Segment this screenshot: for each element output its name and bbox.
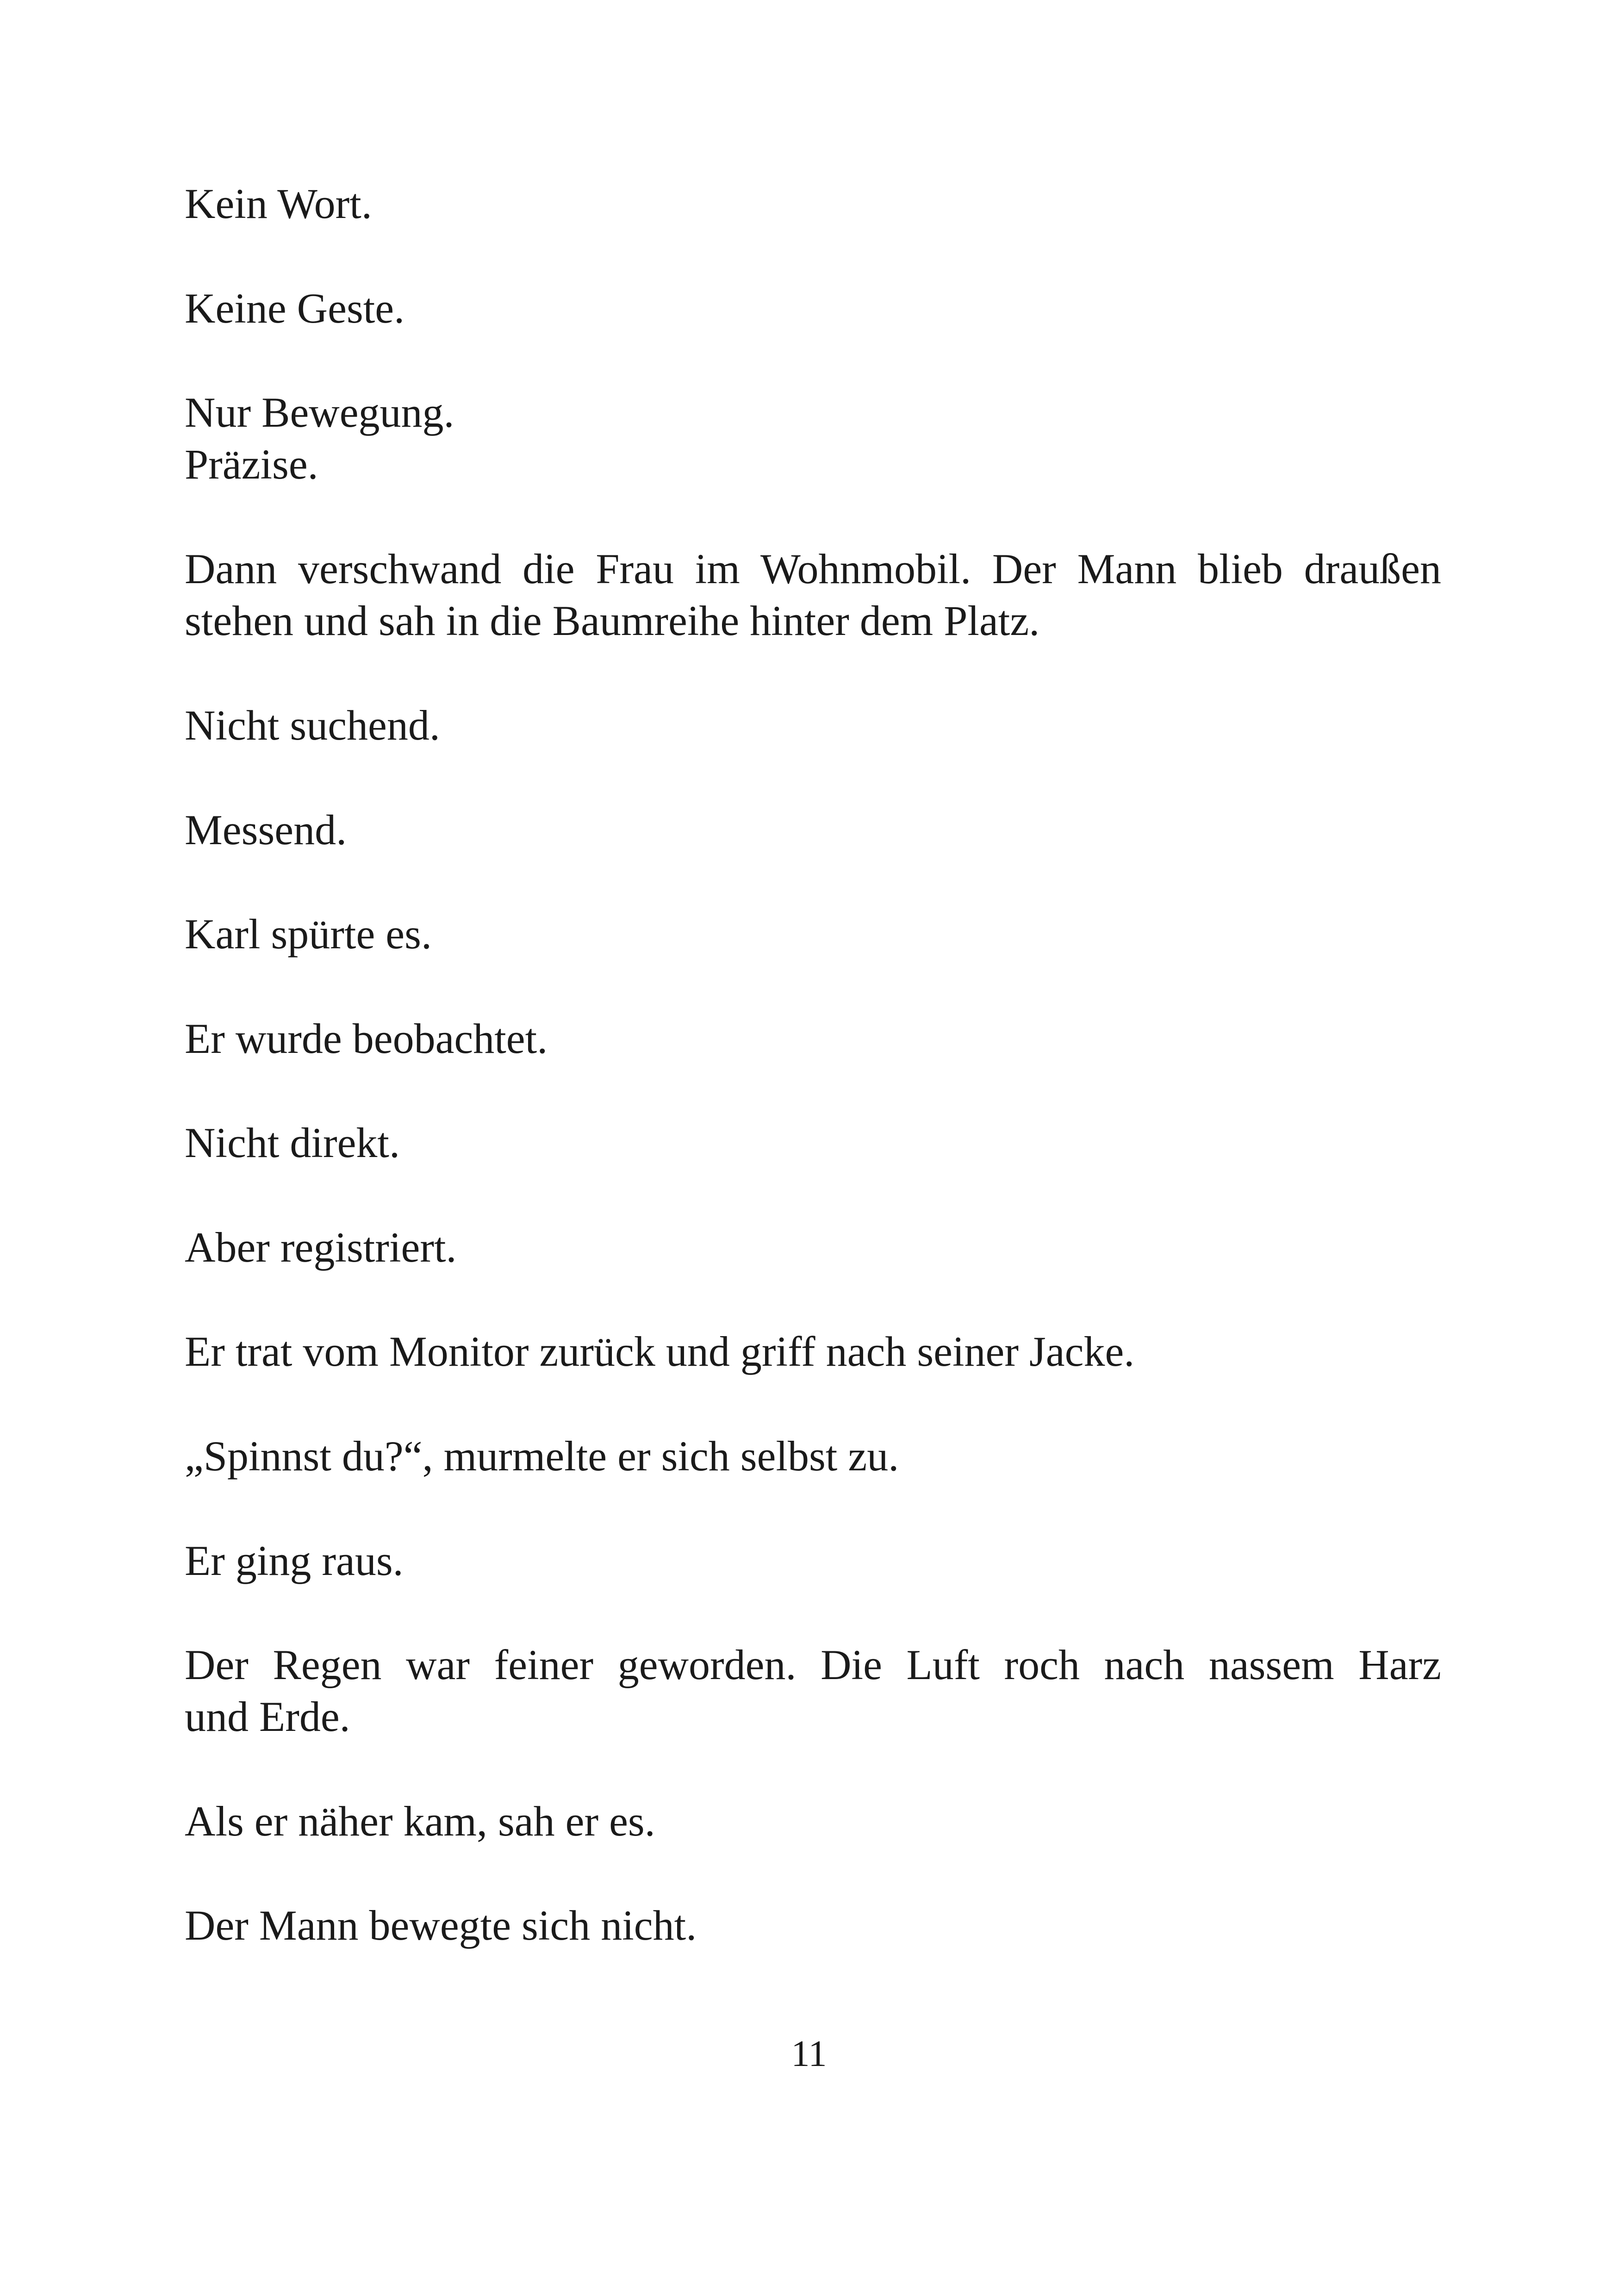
paragraph-line: Der Mann bewegte sich nicht. — [185, 1902, 697, 1949]
paragraph-line: Nicht suchend. — [185, 702, 440, 749]
paragraph-line: und Erde. — [185, 1693, 350, 1740]
paragraph-line: Nicht direkt. — [185, 1119, 400, 1166]
paragraph-line: Karl spürte es. — [185, 910, 432, 958]
paragraph-line: Als er näher kam, sah er es. — [185, 1798, 655, 1845]
paragraph-line: Keine Geste. — [185, 285, 405, 332]
paragraph-line: Er wurde beobachtet. — [185, 1015, 548, 1062]
paragraph-line: Dann verschwand die Frau im Wohnmobil. Der Mann blieb draußen — [185, 545, 1441, 592]
paragraph-line: Kein Wort. — [185, 180, 372, 227]
paragraph-line: stehen und sah in die Baumreihe hinter dem Platz. — [185, 597, 1040, 644]
paragraph-line: Nur Bewegung. — [185, 389, 454, 436]
paragraph-line: Der Regen war feiner geworden. Die Luft roch nach nassem Harz — [185, 1641, 1441, 1688]
paragraph-line: Aber registriert. — [185, 1224, 457, 1271]
paragraph-line: Er trat vom Monitor zurück und griff nach seiner Jacke. — [185, 1328, 1135, 1375]
paragraph-line: Er ging raus. — [185, 1537, 404, 1584]
paragraph-line: Messend. — [185, 806, 347, 853]
paragraph-line: Präzise. — [185, 441, 318, 488]
page-number: 11 — [791, 2034, 827, 2074]
paragraph-line: „Spinnst du?“, murmelte er sich selbst zu. — [185, 1432, 899, 1480]
